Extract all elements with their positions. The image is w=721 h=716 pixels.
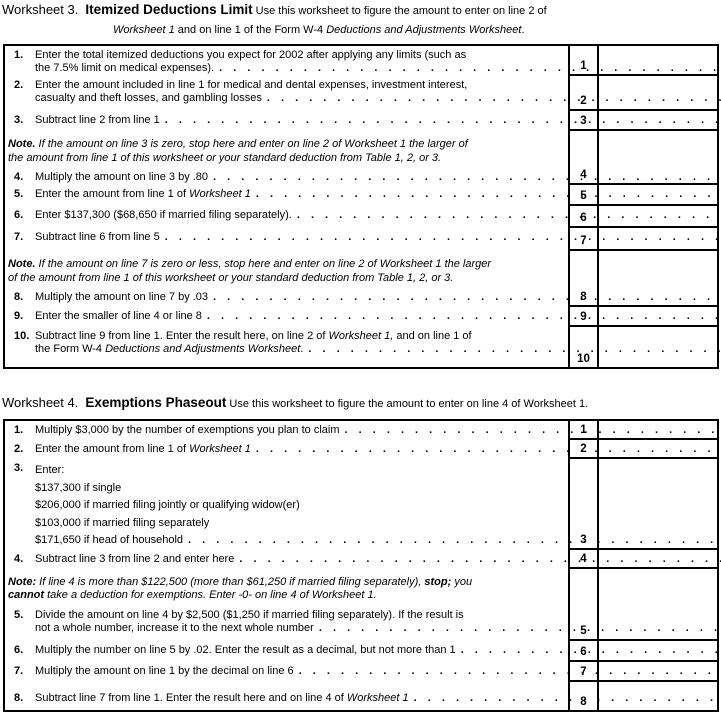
ws3-line-1-amount-field[interactable] xyxy=(597,46,717,76)
ws3-note2-and-row-8 xyxy=(5,251,717,307)
ws3-line-6-amount-field[interactable] xyxy=(597,206,717,228)
line-text-italic: Deductions and Adjustments Worksheet xyxy=(105,343,300,356)
ws3-row-10 xyxy=(5,327,717,367)
line-number: 6. xyxy=(14,209,35,222)
line-text: not a whole number, increase it to the next whole number xyxy=(35,622,314,635)
worksheet3-label: Worksheet 3. xyxy=(2,2,78,17)
line-number: 3. xyxy=(14,114,35,127)
line-text: Multiply the amount on line 7 by .03 xyxy=(35,291,208,304)
ws3-line-9-box: 9 xyxy=(568,307,597,327)
ws3-line-4-box: 4 xyxy=(568,131,597,185)
line-text: Multiply the amount on line 3 by .80 xyxy=(35,171,208,184)
ws4-line-6-amount-field[interactable] xyxy=(597,641,717,662)
line-text: the Form W-4 xyxy=(35,343,105,356)
ws4-line-3-amount-field[interactable] xyxy=(597,459,717,550)
ws3-row-9 xyxy=(5,307,717,327)
ws4-row-6 xyxy=(5,641,717,662)
line-text-italic: Worksheet 1, xyxy=(329,330,394,343)
ws4-line-4-box: 4 xyxy=(568,550,597,569)
line-text: $137,300 if single xyxy=(35,480,121,498)
line-number: 2. xyxy=(14,79,35,105)
line-number: 5. xyxy=(14,188,35,201)
ws3-row-2 xyxy=(5,76,717,111)
ws4-line-8-box: 8 xyxy=(568,682,597,710)
line-text: Subtract line 6 from line 5 xyxy=(35,231,160,244)
ws4-line-2-amount-field[interactable] xyxy=(597,440,717,459)
line-number: 1. xyxy=(14,49,35,75)
line-number: 4. xyxy=(14,553,35,566)
line-text-italic: Worksheet 1 xyxy=(189,443,251,456)
ws3-line-6-box: 6 xyxy=(568,206,597,228)
line-text: Multiply the number on line 5 by .02. Enter the result as a decimal, but not more than 1 xyxy=(35,644,456,657)
ws3-line-9-amount-field[interactable] xyxy=(597,307,717,327)
line-number: 9. xyxy=(14,310,35,323)
ws3-row-7 xyxy=(5,228,717,251)
form-page xyxy=(0,2,721,716)
line-number: 2. xyxy=(14,443,35,456)
worksheet4-header xyxy=(2,395,721,412)
line-text: Enter the amount included in line 1 for medical and dental expenses, investment interest, xyxy=(35,79,467,92)
line-number: 1. xyxy=(14,424,35,437)
ws3-line-10-amount-field[interactable] xyxy=(597,327,717,367)
ws3-line-4-amount-field[interactable] xyxy=(597,131,717,185)
worksheet3-header xyxy=(2,2,721,37)
ws3-note-1: Note. If the amount on line 3 is zero, stop here and enter on line 2 of Worksheet 1 the larger of the amount from line 1 of this worksheet or your standard deduction from Table 1, 2, or 3. xyxy=(5,138,544,165)
ws4-line-5-amount-field[interactable] xyxy=(597,569,717,641)
line-number: 3. xyxy=(14,462,35,550)
line-number: 6. xyxy=(14,644,35,657)
line-text: $171,650 if head of household xyxy=(35,532,183,550)
line-text: and on line 1 of xyxy=(393,330,471,343)
line-text: Enter: xyxy=(35,462,64,480)
line-text: Enter the amount from line 1 of xyxy=(35,443,189,456)
worksheet3-title: Itemized Deductions Limit xyxy=(85,2,252,17)
ws4-row-8 xyxy=(5,682,717,710)
ws4-note: Note: If line 4 is more than $122,500 (more than $61,250 if married filing separately), stop; you cannot take a deduction for exemptions. Enter -0- on line 4 of Worksheet 1. xyxy=(5,576,544,603)
line-text: $103,000 if married filing separately xyxy=(35,515,209,533)
line-text: Enter $137,300 ($68,650 if married filing separately). xyxy=(35,209,292,222)
line-text: the 7.5% limit on medical expenses). xyxy=(35,62,214,75)
line-text: Multiply $3,000 by the number of exemptions you plan to claim xyxy=(35,424,340,437)
ws3-note-2: Note. If the amount on line 7 is zero or less, stop here and enter on line 2 of Worksheet 1 the larger of the amount from line 1 of this worksheet or your standard deduction from Table 1, 2, or 3. xyxy=(5,258,544,285)
ws3-line-8-box: 8 xyxy=(568,251,597,307)
ws3-row-1 xyxy=(5,46,717,76)
line-text: . xyxy=(300,343,303,356)
ws3-line-5-amount-field[interactable] xyxy=(597,185,717,206)
ws4-line-6-box: 6 xyxy=(568,641,597,662)
ws4-row-3 xyxy=(5,459,717,550)
ws3-row-6 xyxy=(5,206,717,228)
ws4-note-and-row-5 xyxy=(5,569,717,641)
line-number: 5. xyxy=(14,609,35,635)
ws3-line-8-amount-field[interactable] xyxy=(597,251,717,307)
line-text: Subtract line 2 from line 1 xyxy=(35,114,160,127)
ws3-line-1-box: 1 xyxy=(568,46,597,76)
line-text: Enter the smaller of line 4 or line 8 xyxy=(35,310,202,323)
ws4-line-4-amount-field[interactable] xyxy=(597,550,717,569)
ws3-row-5 xyxy=(5,185,717,206)
ws3-line-7-amount-field[interactable] xyxy=(597,228,717,251)
ws3-row-3 xyxy=(5,111,717,131)
ws4-row-1 xyxy=(5,421,717,440)
line-number: 8. xyxy=(14,291,35,304)
worksheet3-intro: Use this worksheet to figure the amount to enter on line 2 of xyxy=(256,5,547,17)
line-text: Subtract line 3 from line 2 and enter here xyxy=(35,553,234,566)
worksheet4-table xyxy=(3,419,719,712)
ws3-note1-and-row-4 xyxy=(5,131,717,185)
line-text: Divide the amount on line 4 by $2,500 ($1,250 if married filing separately). If the result is xyxy=(35,609,464,622)
ws3-line-3-box: 3 xyxy=(568,111,597,131)
ws3-line-5-box: 5 xyxy=(568,185,597,206)
worksheet4-label: Worksheet 4. xyxy=(2,395,78,410)
line-text: Subtract line 9 from line 1. Enter the result here, on line 2 of xyxy=(35,330,329,343)
ws4-line-3-box: 3 xyxy=(568,459,597,550)
line-text-italic: Worksheet 1 xyxy=(189,188,251,201)
line-text: Enter the total itemized deductions you expect for 2002 after applying any limits (such as xyxy=(35,49,466,62)
line-number: 7. xyxy=(14,231,35,244)
ws4-row-2 xyxy=(5,440,717,459)
line-number: 7. xyxy=(14,665,35,678)
ws4-line-8-amount-field[interactable] xyxy=(597,682,717,710)
worksheet3-intro-line2: Worksheet 1 and on line 1 of the Form W-4 Deductions and Adjustments Worksheet. xyxy=(113,23,721,37)
line-text: $206,000 if married filing jointly or qualifying widow(er) xyxy=(35,497,300,515)
worksheet4-title: Exemptions Phaseout xyxy=(85,395,226,410)
line-number: 10. xyxy=(14,330,35,356)
line-text: Enter the amount from line 1 of xyxy=(35,188,189,201)
ws4-line-1-box: 1 xyxy=(568,421,597,440)
worksheet4-intro: Use this worksheet to figure the amount to enter on line 4 of Worksheet 1. xyxy=(229,398,588,410)
line-text: casualty and theft losses, and gambling losses xyxy=(35,92,262,105)
ws3-line-7-box: 7 xyxy=(568,228,597,251)
ws4-row-4 xyxy=(5,550,717,569)
line-number: 8. xyxy=(14,692,35,705)
ws4-line-1-amount-field[interactable] xyxy=(597,421,717,440)
ws4-line-7-box: 7 xyxy=(568,662,597,682)
ws4-line-7-amount-field[interactable] xyxy=(597,662,717,682)
line-number: 4. xyxy=(14,171,35,184)
line-text: Multiply the amount on line 1 by the decimal on line 6 xyxy=(35,665,294,678)
worksheet3-table xyxy=(3,44,719,369)
ws4-row-7 xyxy=(5,662,717,682)
ws4-line-5-box: 5 xyxy=(568,569,597,641)
ws3-line-3-amount-field[interactable] xyxy=(597,111,717,131)
line-text-italic: Worksheet 1 xyxy=(347,692,409,705)
ws3-line-2-amount-field[interactable] xyxy=(597,76,717,111)
ws3-line-2-box: 2 xyxy=(568,76,597,111)
line-text: Subtract line 7 from line 1. Enter the result here and on line 4 of xyxy=(35,692,347,705)
ws3-line-10-box: 10 xyxy=(568,327,597,367)
ws4-line-2-box: 2 xyxy=(568,440,597,459)
